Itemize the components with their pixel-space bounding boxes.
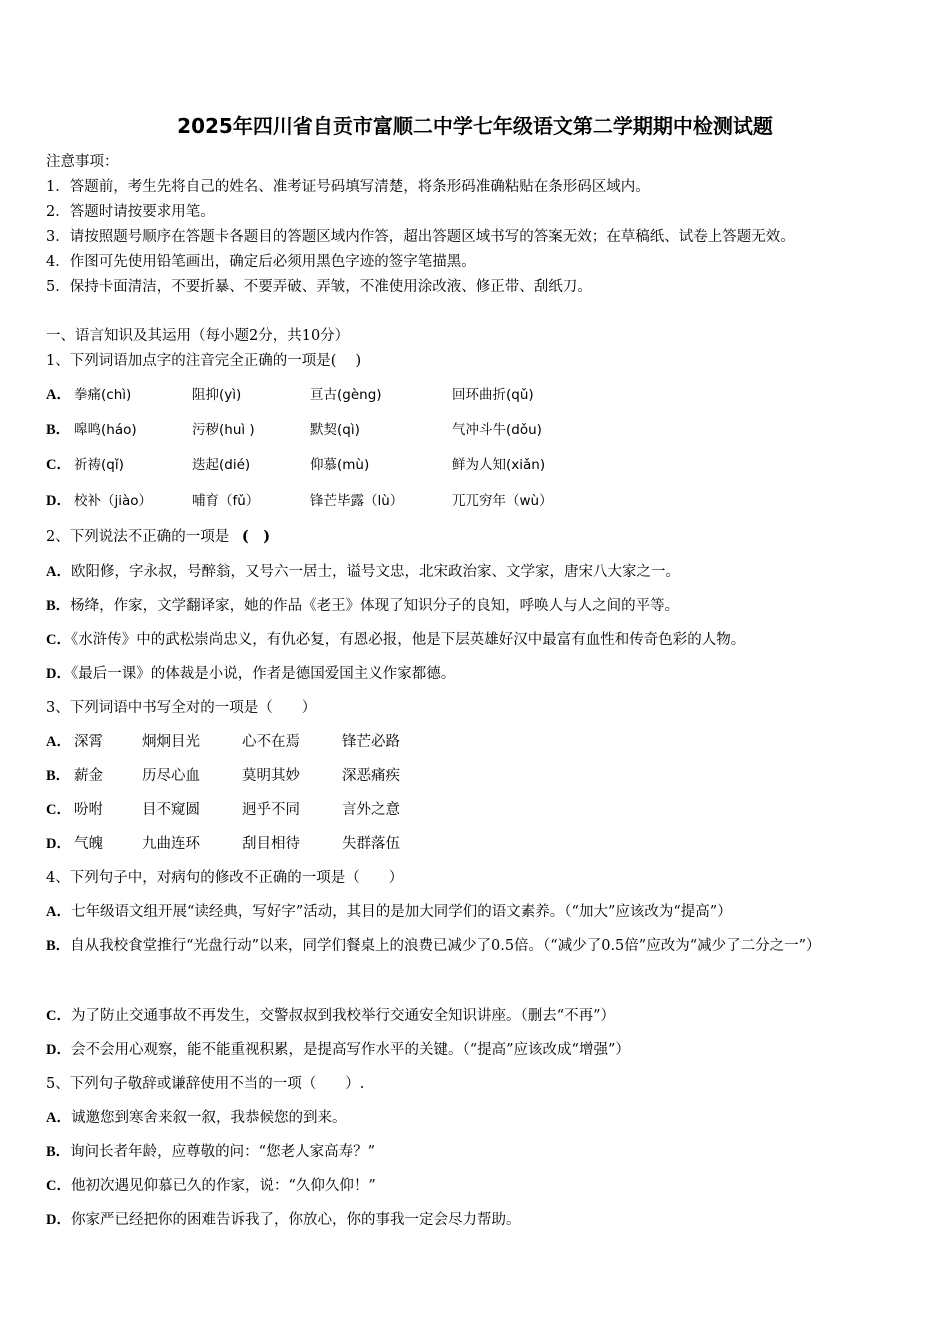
- option-label: A．: [46, 904, 71, 920]
- q5-option-b: [46, 1142, 375, 1162]
- option-word: 迭起(dié): [192, 457, 251, 473]
- option-word: 刮目相待: [242, 836, 300, 852]
- q2-option-a: [46, 562, 680, 582]
- q3-stem: 3、下列词语中书写全对的一项是（ ）: [46, 700, 317, 716]
- option-word: 嗥鸣(háo): [74, 422, 137, 438]
- q1-option-b: [46, 420, 542, 440]
- q2-answer-paren: ( ): [241, 528, 271, 545]
- q2-option-c: [46, 630, 745, 650]
- option-word: 鲜为人知(xiǎn): [452, 457, 546, 473]
- option-label: B．: [46, 938, 71, 954]
- q2-stem-line: [46, 527, 270, 547]
- option-text: 诚邀您到寒舍来叙一叙，我恭候您的到来。: [70, 1110, 347, 1126]
- option-text: 他初次遇见仰慕已久的作家，说：“久仰久仰！”: [70, 1178, 376, 1194]
- option-text: 《水浒传》中的武松崇尚忠义，有仇必复，有恩必报，他是下层英雄好汉中最富有血性和传奇色彩的人物。: [70, 632, 746, 648]
- notice-item: 1．答题前，考生先将自己的姓名、准考证号码填写清楚，将条形码准确粘贴在条形码区域内。: [46, 179, 650, 195]
- q4-option-c: [46, 1006, 615, 1026]
- section-heading: 一、语言知识及其运用（每小题2分，共10分）: [46, 328, 350, 344]
- q4-option-b: [46, 929, 906, 963]
- option-word: 仰慕(mù): [310, 457, 370, 473]
- option-label: C．: [46, 457, 71, 473]
- notice-item: 3．请按照题号顺序在答题卡各题目的答题区域内作答，超出答题区域书写的答案无效；在草稿纸、试卷上答题无效。: [46, 229, 795, 245]
- option-word: 心不在焉: [242, 734, 300, 750]
- option-text: 《最后一课》的体裁是小说，作者是德国爱国主义作家都德。: [70, 666, 456, 682]
- option-word: 默契(qì): [310, 422, 360, 438]
- option-label: A．: [46, 387, 71, 403]
- option-label: C．: [46, 1008, 71, 1024]
- option-label: A．: [46, 564, 71, 580]
- option-word: 祈祷(qǐ): [74, 457, 124, 473]
- q1-option-d: [46, 491, 553, 511]
- q5-option-a: [46, 1108, 346, 1128]
- q3-option-d: [46, 834, 400, 854]
- option-text: 自从我校食堂推行“光盘行动”以来，同学们餐桌上的浪费已减少了0.5倍。（“减少了0.5倍”应改为“减少了二分之一”）: [70, 938, 821, 954]
- option-label: C．: [46, 802, 71, 818]
- q5-option-c: [46, 1176, 376, 1196]
- option-label: B．: [46, 768, 71, 784]
- option-text: 为了防止交通事故不再发生，交警叔叔到我校举行交通安全知识讲座。（删去“不再”）: [70, 1008, 616, 1024]
- option-word: 深霄: [74, 734, 103, 750]
- q3-option-c: [46, 800, 400, 820]
- option-word: 污秽(huì ): [192, 422, 255, 438]
- option-label: C．: [46, 1178, 71, 1194]
- option-text: 会不会用心观察，能不能重视积累，是提高写作水平的关键。（“提高”应该改成“增强”）: [70, 1042, 630, 1058]
- q2-stem: 2、下列说法不正确的一项是: [46, 529, 230, 545]
- q2-option-d: [46, 664, 455, 684]
- option-label: A．: [46, 734, 71, 750]
- option-word: 亘古(gèng): [310, 387, 382, 403]
- option-word: 历尽心血: [142, 768, 200, 784]
- option-label: B．: [46, 1144, 71, 1160]
- option-word: 言外之意: [342, 802, 400, 818]
- option-word: 气魄: [74, 836, 103, 852]
- option-label: D．: [46, 493, 71, 509]
- option-word: 回环曲折(qǔ): [452, 387, 534, 403]
- option-word: 迥乎不同: [242, 802, 300, 818]
- q1-stem: 1、下列词语加点字的注音完全正确的一项是( ): [46, 353, 362, 369]
- option-word: 九曲连环: [142, 836, 200, 852]
- option-label: B．: [46, 422, 71, 438]
- option-word: 失群落伍: [342, 836, 400, 852]
- option-word: 锋芒必路: [342, 734, 400, 750]
- option-word: 阻抑(yì): [192, 387, 242, 403]
- q5-option-d: [46, 1210, 520, 1230]
- option-word: 目不窥圆: [142, 802, 200, 818]
- option-word: 兀兀穷年（wù）: [452, 493, 553, 509]
- q4-option-a: [46, 902, 732, 922]
- option-text: 询问长者年龄，应尊敬的问：“您老人家高寿？”: [70, 1144, 375, 1160]
- option-word: 薪金: [74, 768, 103, 784]
- option-label: A．: [46, 1110, 71, 1126]
- option-text: 欧阳修，字永叔，号醉翁，又号六一居士，谥号文忠，北宋政治家、文学家，唐宋八大家之一。: [70, 564, 680, 580]
- option-label: B．: [46, 598, 71, 614]
- option-word: 气冲斗牛(dǒu): [452, 422, 542, 438]
- option-text: 杨绛，作家，文学翻译家，她的作品《老王》体现了知识分子的良知，呼唤人与人之间的平等。: [70, 598, 680, 614]
- option-word: 拳痛(chì): [74, 387, 132, 403]
- notice-item: 5．保持卡面清洁，不要折暴、不要弄破、弄皱，不准使用涂改液、修正带、刮纸刀。: [46, 279, 592, 295]
- option-label: D．: [46, 666, 71, 682]
- q1-option-c: [46, 455, 546, 475]
- option-word: 深恶痛疾: [342, 768, 400, 784]
- q5-stem: 5、下列句子敬辞或谦辞使用不当的一项（ ）.: [46, 1076, 365, 1092]
- q2-option-b: [46, 596, 679, 616]
- option-label: D．: [46, 1042, 71, 1058]
- option-word: 锋芒毕露（lù）: [310, 493, 404, 509]
- notice-heading: 注意事项：: [46, 154, 119, 170]
- option-word: 炯炯目光: [142, 734, 200, 750]
- option-word: 吩咐: [74, 802, 103, 818]
- notice-item: 4．作图可先使用铅笔画出，确定后必须用黑色字迹的签字笔描黑。: [46, 254, 476, 270]
- option-label: C．: [46, 632, 71, 648]
- option-label: D．: [46, 836, 71, 852]
- q4-stem: 4、下列句子中，对病句的修改不正确的一项是（ ）: [46, 870, 404, 886]
- q4-option-d: [46, 1040, 630, 1060]
- page-title: 2025年四川省自贡市富顺二中学七年级语文第二学期期中检测试题: [177, 114, 773, 138]
- q3-option-a: [46, 732, 400, 752]
- option-word: 莫明其妙: [242, 768, 300, 784]
- notice-item: 2．答题时请按要求用笔。: [46, 204, 215, 220]
- option-text: 七年级语文组开展“读经典，写好字”活动，其目的是加大同学们的语文素养。（“加大”应该改为“提高”）: [70, 904, 732, 920]
- option-text: 你家严已经把你的困难告诉我了，你放心，你的事我一定会尽力帮助。: [70, 1212, 521, 1228]
- option-word: 哺育（fǔ）: [192, 493, 260, 509]
- option-label: D．: [46, 1212, 71, 1228]
- q3-option-b: [46, 766, 400, 786]
- q1-option-a: [46, 385, 534, 405]
- option-word: 校补（jiào）: [74, 493, 153, 509]
